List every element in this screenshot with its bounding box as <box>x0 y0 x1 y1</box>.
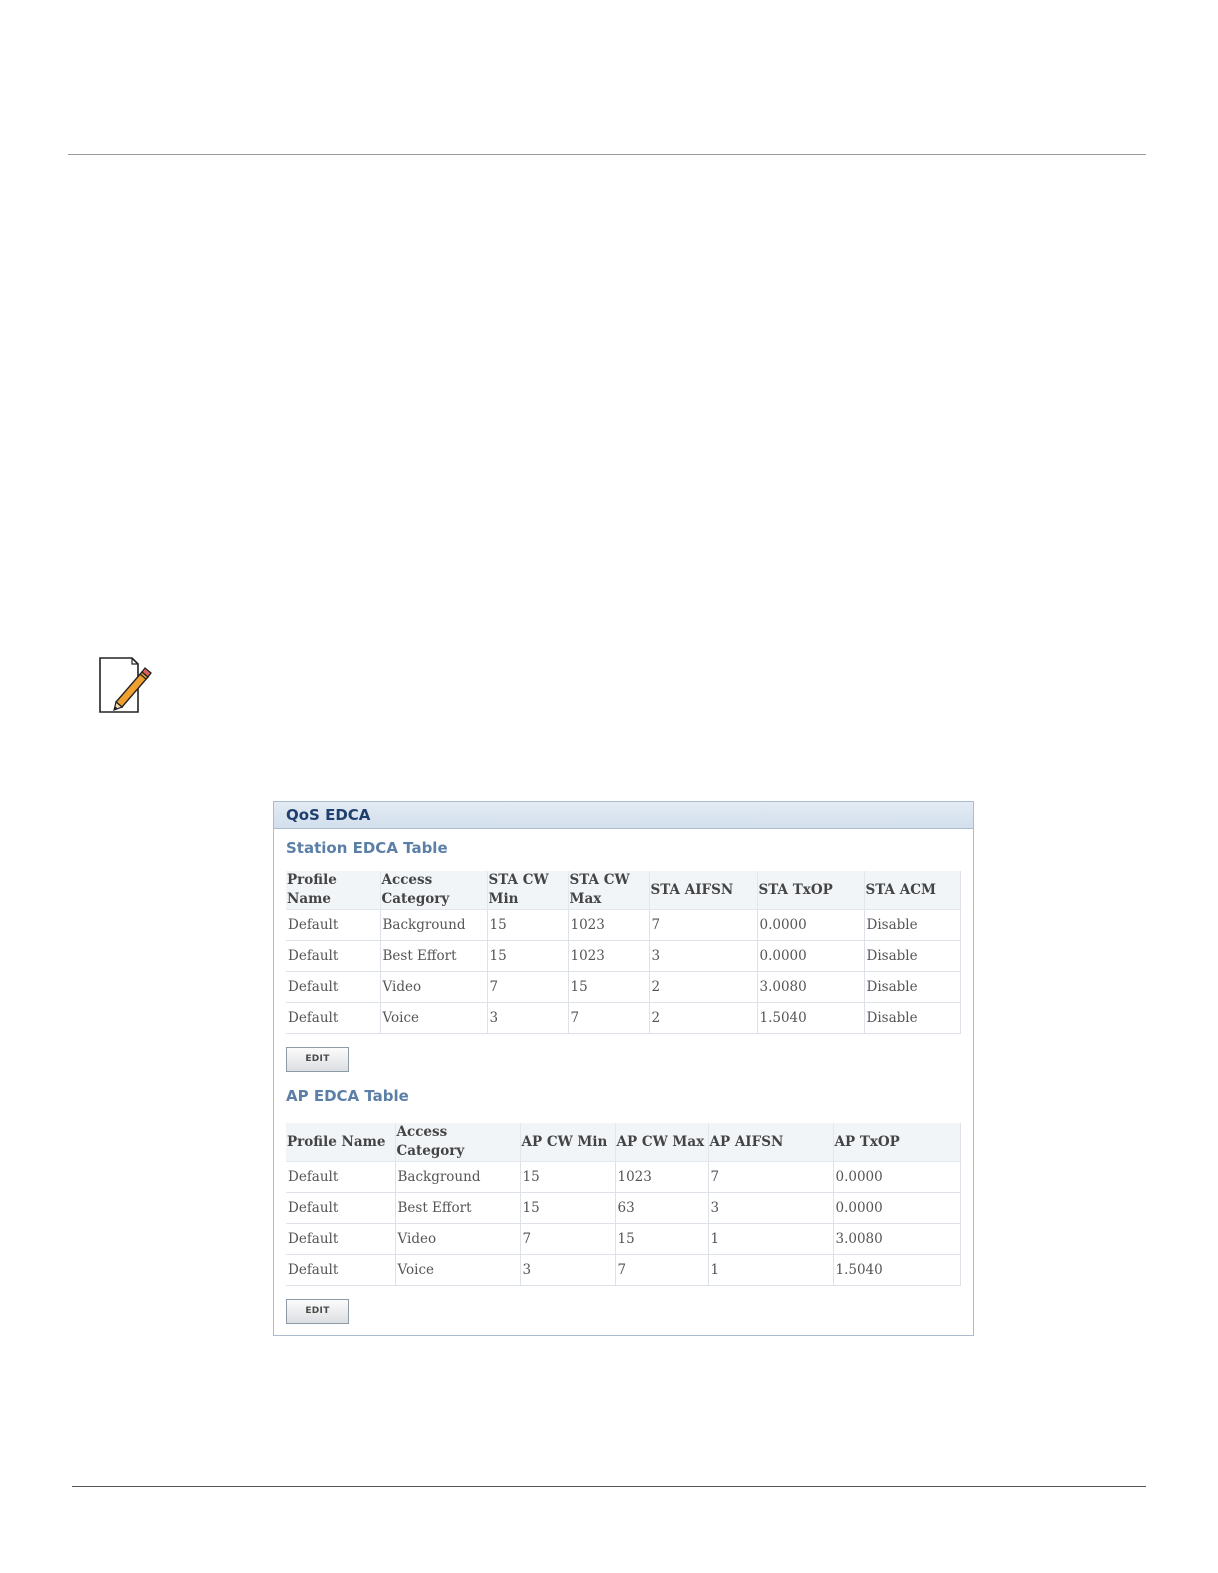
header-rule <box>68 154 1146 155</box>
cell-ap-cw-max: 15 <box>615 1224 708 1255</box>
cell-ap-txop: 1.5040 <box>833 1255 960 1286</box>
footer-rule <box>72 1486 1146 1487</box>
table-row <box>286 1003 960 1034</box>
table-row <box>286 972 960 1003</box>
column-header-access-category: Access Category <box>380 871 487 910</box>
cell-profile-name: Default <box>286 1224 395 1255</box>
cell-sta-cw-max: 7 <box>568 1003 649 1034</box>
cell-profile-name: Default <box>286 972 380 1003</box>
table-row <box>286 1255 960 1286</box>
table-row <box>286 910 960 941</box>
cell-ap-aifsn: 7 <box>708 1162 833 1193</box>
cell-sta-txop: 1.5040 <box>757 1003 864 1034</box>
cell-profile-name: Default <box>286 910 380 941</box>
table-header-row <box>286 871 960 910</box>
cell-access-category: Background <box>380 910 487 941</box>
cell-ap-cw-min: 3 <box>520 1255 615 1286</box>
cell-sta-aifsn: 2 <box>649 972 757 1003</box>
cell-ap-cw-min: 7 <box>520 1224 615 1255</box>
cell-ap-txop: 0.0000 <box>833 1193 960 1224</box>
cell-sta-aifsn: 3 <box>649 941 757 972</box>
cell-ap-cw-min: 15 <box>520 1162 615 1193</box>
cell-ap-cw-max: 63 <box>615 1193 708 1224</box>
cell-ap-cw-max: 7 <box>615 1255 708 1286</box>
qos-edca-panel <box>273 801 974 1336</box>
cell-sta-cw-min: 7 <box>487 972 568 1003</box>
column-header-profile-name: Profile Name <box>286 1123 395 1162</box>
column-header-access-category: Access Category <box>395 1123 520 1162</box>
cell-sta-cw-min: 3 <box>487 1003 568 1034</box>
cell-access-category: Voice <box>395 1255 520 1286</box>
column-header-ap-cw-max: AP CW Max <box>615 1123 708 1162</box>
cell-sta-cw-min: 15 <box>487 910 568 941</box>
table-row <box>286 1224 960 1255</box>
column-header-ap-aifsn: AP AIFSN <box>708 1123 833 1162</box>
column-header-ap-txop: AP TxOP <box>833 1123 960 1162</box>
cell-sta-acm: Disable <box>864 941 960 972</box>
cell-profile-name: Default <box>286 1193 395 1224</box>
cell-access-category: Best Effort <box>380 941 487 972</box>
cell-sta-aifsn: 7 <box>649 910 757 941</box>
cell-access-category: Background <box>395 1162 520 1193</box>
column-header-ap-cw-min: AP CW Min <box>520 1123 615 1162</box>
column-header-sta-cw-min: STA CW Min <box>487 871 568 910</box>
cell-profile-name: Default <box>286 1003 380 1034</box>
cell-sta-acm: Disable <box>864 1003 960 1034</box>
ap-edca-table <box>286 1123 961 1286</box>
cell-ap-cw-max: 1023 <box>615 1162 708 1193</box>
cell-sta-cw-max: 15 <box>568 972 649 1003</box>
cell-profile-name: Default <box>286 1255 395 1286</box>
column-header-sta-aifsn: STA AIFSN <box>649 871 757 910</box>
cell-ap-aifsn: 1 <box>708 1224 833 1255</box>
cell-ap-cw-min: 15 <box>520 1193 615 1224</box>
note-pencil-icon <box>94 654 154 718</box>
column-header-sta-acm: STA ACM <box>864 871 960 910</box>
station-edca-edit-button[interactable]: EDIT <box>286 1047 349 1072</box>
station-edca-table-title: Station EDCA Table <box>286 839 448 857</box>
cell-sta-acm: Disable <box>864 972 960 1003</box>
cell-ap-txop: 3.0080 <box>833 1224 960 1255</box>
cell-ap-aifsn: 3 <box>708 1193 833 1224</box>
cell-ap-txop: 0.0000 <box>833 1162 960 1193</box>
cell-access-category: Video <box>380 972 487 1003</box>
cell-sta-cw-max: 1023 <box>568 910 649 941</box>
cell-profile-name: Default <box>286 941 380 972</box>
cell-profile-name: Default <box>286 1162 395 1193</box>
cell-sta-txop: 0.0000 <box>757 910 864 941</box>
column-header-profile-name: Profile Name <box>286 871 380 910</box>
ap-edca-edit-button[interactable]: EDIT <box>286 1299 349 1324</box>
table-row <box>286 1162 960 1193</box>
cell-ap-aifsn: 1 <box>708 1255 833 1286</box>
column-header-sta-txop: STA TxOP <box>757 871 864 910</box>
panel-title: QoS EDCA <box>274 802 973 829</box>
cell-sta-cw-max: 1023 <box>568 941 649 972</box>
cell-access-category: Best Effort <box>395 1193 520 1224</box>
cell-sta-acm: Disable <box>864 910 960 941</box>
table-header-row <box>286 1123 960 1162</box>
cell-sta-aifsn: 2 <box>649 1003 757 1034</box>
cell-sta-txop: 3.0080 <box>757 972 864 1003</box>
cell-access-category: Voice <box>380 1003 487 1034</box>
cell-sta-cw-min: 15 <box>487 941 568 972</box>
station-edca-table <box>286 871 961 1034</box>
table-row <box>286 941 960 972</box>
cell-sta-txop: 0.0000 <box>757 941 864 972</box>
table-row <box>286 1193 960 1224</box>
column-header-sta-cw-max: STA CW Max <box>568 871 649 910</box>
ap-edca-table-title: AP EDCA Table <box>286 1087 409 1105</box>
cell-access-category: Video <box>395 1224 520 1255</box>
